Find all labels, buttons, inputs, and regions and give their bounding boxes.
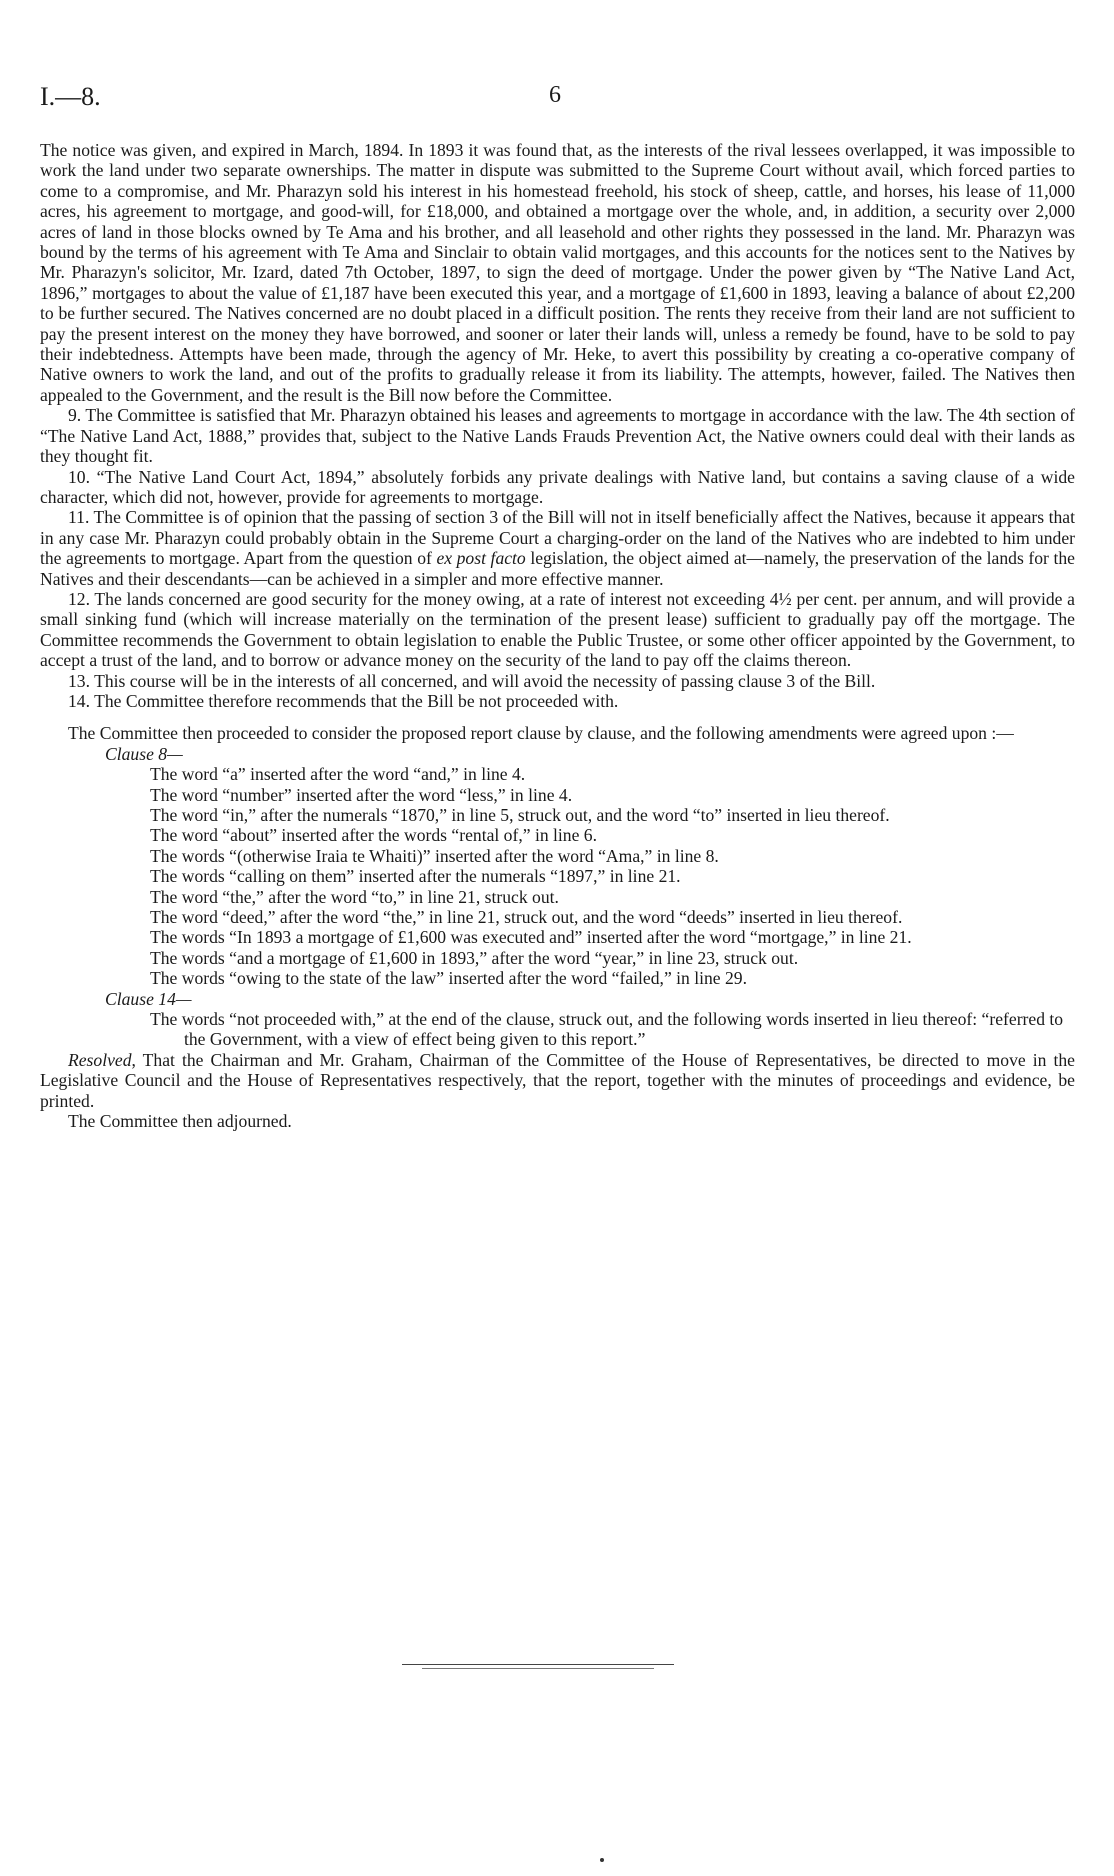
paragraph-10: 10. “The Native Land Court Act, 1894,” absolutely forbids any private dealings with Native land, but contains a saving clause of a wide character, which did not, however, provide for agreements to mortgage.	[40, 466, 1075, 507]
amendment-item: The word “number” inserted after the word “less,” in line 4.	[150, 784, 573, 805]
amendment-item: The words “not proceeded with,” at the end of the clause, struck out, and the following words inserted in lieu thereof: “referred to the Government, with a view of effect being given to this report.”	[150, 1009, 1064, 1050]
paragraph-13: 13. This course will be in the interests of all concerned, and will avoid the necessity of passing clause 3 of the Bill.	[68, 670, 876, 691]
resolution-paragraph	[40, 1050, 1075, 1111]
resolved-text: , That the Chairman and Mr. Graham, Chairman of the Committee of the House of Representatives, be directed to move in the Legislative Council and the House of Representatives respectively, that the report, together with the minutes of proceedings and evidence, be printed.	[40, 1049, 1075, 1111]
amendment-item: The word “deed,” after the word “the,” in line 21, struck out, and the word “deeds” inserted in lieu thereof.	[150, 907, 903, 928]
document-reference: I.—8.	[40, 82, 101, 111]
amendment-item: The words “owing to the state of the law” inserted after the word “failed,” in line 29.	[150, 968, 748, 989]
paragraph-continuation: The notice was given, and expired in March, 1894. In 1893 it was found that, as the interests of the rival lessees overlapped, it was impossible to work the land under two separate ownerships. The matter in dispute was submitted to the Supreme Court without avail, which forced parties to come to a compromise, and Mr. Pharazyn sold his interest in his homestead freehold, his stock of sheep, cattle, and horses, his lease of 11,000 acres, his agreement to mortgage, and good-will, for £18,000, and obtained a mortgage over the whole, and, in addition, a security over 2,000 acres of land in those blocks owned by Te Ama and his brother, and all leasehold and other rights they possessed in the land. Mr. Pharazyn was bound by the terms of his agreement with Te Ama and Sinclair to obtain valid mortgages, and this accounts for the notices sent to the Natives by Mr. Pharazyn's solicitor, Mr. Izard, dated 7th October, 1897, to sign the deed of mortgage. Under the power given by “The Native Land Act, 1896,” mortgages to about the value of £1,187 have been executed this year, and a mortgage of £1,600 in 1893, leaving a balance of about £2,200 to be further secured. The Natives concerned are no doubt placed in a difficult position. The rents they receive from their land are not sufficient to pay the present interest on the money they have borrowed, and sooner or later their lands will, unless a remedy be found, have to be sold to pay their indebtedness. Attempts have been made, through the agency of Mr. Heke, to avert this possibility by creating a co-operative company of Native owners to work the land, and out of the profits to gradually release it from its liability. The attempts, however, failed. The Natives then appealed to the Government, and the result is the Bill now before the Committee.	[40, 140, 1075, 405]
amendment-item: The words “In 1893 a mortgage of £1,600 was executed and” inserted after the word “mortgage,” in line 21.	[150, 927, 912, 948]
paragraph-12: 12. The lands concerned are good security for the money owing, at a rate of interest not exceeding 4½ per cent. per annum, and will provide a small sinking fund (which will increase materially on the termination of the present lease) sufficient to gradually pay off the mortgage. The Committee recommends the Government to obtain legislation to enable the Public Trustee, or some other officer appointed by the Government, to accept a trust of the land, and to borrow or advance money on the security of the land to pay off the claims thereon.	[40, 588, 1075, 671]
footer-mark	[600, 1858, 604, 1862]
amendment-item: The word “in,” after the numerals “1870,” in line 5, struck out, and the word “to” inserted in lieu thereof.	[150, 805, 890, 825]
amendment-item: The words “and a mortgage of £1,600 in 1893,” after the word “year,” in line 23, struck out.	[150, 947, 799, 968]
paragraph-14: 14. The Committee therefore recommends that the Bill be not proceeded with.	[68, 690, 619, 711]
amendment-item: The word “about” inserted after the words “rental of,” in line 6.	[150, 825, 597, 846]
clause-14-heading: Clause 14—	[105, 988, 192, 1009]
paragraph-9: 9. The Committee is satisfied that Mr. Pharazyn obtained his leases and agreements to mortgage in accordance with the law. The 4th section of “The Native Land Act, 1888,” provides that, subject to the Native Lands Frauds Prevention Act, the Native owners could deal with their lands as they thought fit.	[40, 405, 1075, 467]
closing-line: The Committee then adjourned.	[68, 1111, 292, 1132]
amendment-item: The words “calling on them” inserted after the numerals “1897,” in line 21.	[150, 866, 681, 887]
section-divider	[402, 1664, 674, 1669]
paragraph-11: 11. The Committee is of opinion that the passing of section 3 of the Bill will not in itself beneficially affect the Natives, because it appears that in any case Mr. Pharazyn could probably obtain in the Supreme Court a charging-order on the land of the Natives who are indebted to him under the agreements to mortgage. Apart from the question of ex post facto legislation, the object aimed at—namely, the preservation of the lands for the Natives and their descendants—can be achieved in a simpler and more effective manner.	[40, 507, 1075, 589]
amendment-item: The word “a” inserted after the word “and,” in line 4.	[150, 764, 526, 785]
amendment-item: The word “the,” after the word “to,” in line 21, struck out.	[150, 886, 559, 907]
amendment-item: The words “(otherwise Iraia te Whaiti)” inserted after the word “Ama,” in line 8.	[150, 845, 719, 866]
resolved-label: Resolved	[68, 1049, 132, 1070]
italic-phrase: ex post facto	[436, 548, 526, 569]
clause-8-heading: Clause 8—	[105, 743, 183, 764]
document-body	[40, 140, 1075, 1132]
page-header	[40, 82, 1070, 116]
page-number: 6	[549, 82, 561, 108]
amendments-intro: The Committee then proceeded to consider the proposed report clause by clause, and the following amendments were agreed upon :—	[68, 723, 1014, 744]
